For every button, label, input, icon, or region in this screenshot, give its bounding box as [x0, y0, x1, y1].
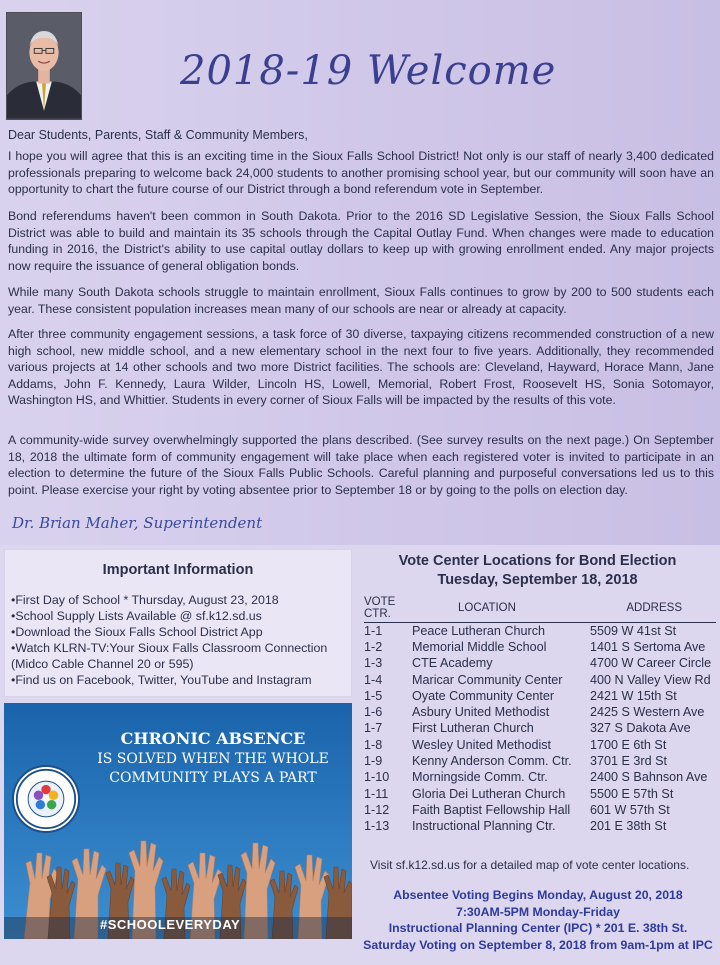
table-row: [364, 623, 716, 639]
table-row: [364, 720, 716, 736]
important-information-box: [4, 549, 352, 697]
salutation: Dear Students, Parents, Staff & Community Members,: [8, 128, 308, 142]
chronic-absence-poster: [4, 703, 352, 939]
vote-title-line-2: Tuesday, September 18, 2018: [437, 572, 638, 588]
poster-subtitle: IS SOLVED WHEN THE WHOLE COMMUNITY PLAYS A PART: [97, 751, 329, 786]
vote-ctr-address: 201 E 38th St: [590, 819, 667, 834]
vote-ctr-address: 601 W 57th St: [590, 802, 670, 817]
vote-ctr-location: Memorial Middle School: [412, 639, 547, 654]
letter-paragraph-3: While many South Dakota schools struggle to maintain enrollment, Sioux Falls continues to grow by 200 to 500 students each year. These consistent population increases mean many of our schools are near or already at capacity.: [8, 285, 714, 316]
info-item: •Download the Sioux Falls School District App: [11, 625, 263, 639]
vote-ctr-num: 1-5: [364, 688, 383, 703]
superintendent-photo: [6, 12, 82, 120]
vote-ctr-location: Asbury United Methodist: [412, 705, 550, 720]
info-list: [11, 592, 351, 688]
vote-ctr-num: 1-3: [364, 656, 383, 671]
vote-ctr-address: 5500 E 57th St: [590, 786, 674, 801]
absentee-line: 7:30AM-5PM Monday-Friday: [456, 904, 620, 919]
info-title: Important Information: [102, 562, 254, 578]
table-row: [364, 639, 716, 655]
vote-ctr-address: 2400 S Bahnson Ave: [590, 770, 708, 785]
table-row: [364, 785, 716, 801]
vote-ctr-num: 1-13: [364, 819, 390, 834]
vote-ctr-num: 1-6: [364, 705, 383, 720]
vote-ctr-num: 1-4: [364, 672, 383, 687]
vote-ctr-location: Wesley United Methodist: [412, 737, 552, 752]
letter-paragraph-1: I hope you will agree that this is an exciting time in the Sioux Falls School District! Not only is our staff of nearly 3,400 dedicated professionals preparing to welcome back 24,000 students to another promising school year, but our community will soon have an opportunity to chart the future course of our District through a bond referendum vote in September.: [8, 149, 714, 196]
vote-ctr-address: 4700 W Career Circle: [590, 656, 712, 671]
district-seal-logo: [12, 765, 80, 833]
vote-ctr-address: 400 N Valley View Rd: [590, 672, 711, 687]
letter-paragraph-5: A community-wide survey overwhelmingly supported the plans described. (See survey results on the next page.) On September 18, 2018 the ultimate form of community engagement will take place when each registered voter is invited to participate in an election to determine the future of the Sioux Falls Public Schools. Careful planning and purposeful conversations led us to this point. Please exercise your right by voting absentee prior to September 18 or by going to the polls on election day.: [8, 433, 714, 497]
poster-title: CHRONIC ABSENCE: [120, 729, 306, 748]
letter-paragraph-2: Bond referendums haven't been common in South Dakota. Prior to the 2016 SD Legislative Session, the Sioux Falls School District was able to build and maintain its 35 schools through the Capital Outlay Fund. When changes were made to education funding in 2016, the District's ability to use capital outlay dollars to keep up with growing enrollment ended. Any major projects now require the issuance of general obligation bonds.: [8, 209, 714, 273]
info-item: •Watch KLRN-TV:Your Sioux Falls Classroom Connection (Midco Cable Channel 20 or 595): [11, 641, 328, 671]
page-title: 2018-19 Welcome: [180, 48, 557, 94]
signature: Dr. Brian Maher, Superintendent: [12, 514, 263, 532]
table-header-row: [364, 596, 716, 623]
vote-ctr-num: 1-12: [364, 802, 390, 817]
vote-map-note: Visit sf.k12.sd.us for a detailed map of vote center locations.: [370, 858, 690, 872]
seal-emblem: [14, 767, 78, 831]
vote-ctr-location: Instructional Planning Ctr.: [412, 819, 556, 834]
vote-ctr-address: 5509 W 41st St: [590, 623, 677, 638]
vote-ctr-address: 2425 S Western Ave: [590, 705, 705, 720]
vote-ctr-address: 327 S Dakota Ave: [590, 721, 691, 736]
vote-ctr-address: 2421 W 15th St: [590, 688, 677, 703]
vote-ctr-num: 1-10: [364, 770, 390, 785]
info-item: •First Day of School * Thursday, August 23, 2018: [11, 593, 279, 607]
table-row: [364, 655, 716, 671]
table-row: [364, 688, 716, 704]
vote-title-line-1: Vote Center Locations for Bond Election: [398, 553, 677, 569]
table-row: [364, 818, 716, 834]
vote-ctr-num: 1-1: [364, 623, 383, 638]
table-row: [364, 753, 716, 769]
vote-ctr-location: CTE Academy: [412, 656, 493, 671]
table-row: [364, 769, 716, 785]
vote-ctr-num: 1-9: [364, 754, 383, 769]
table-row: [364, 737, 716, 753]
portrait-illustration: [7, 13, 81, 119]
absentee-line: Instructional Planning Center (IPC) * 201 E. 38th St.: [388, 921, 688, 935]
info-item: •Find us on Facebook, Twitter, YouTube and Instagram: [11, 673, 312, 687]
vote-ctr-location: Kenny Anderson Comm. Ctr.: [412, 754, 572, 769]
table-row: [364, 802, 716, 818]
header-address: ADDRESS: [590, 596, 716, 623]
letter-paragraph-4: After three community engagement sessions, a task force of 30 diverse, taxpaying citizens recommended construction of a new high school, new middle school, and a new elementary school in the next four to five years. Additionally, they recommended various projects at 14 other schools and two more District facilities. The schools are: Cleveland, Hayward, Horace Mann, Jane Addams, John F. Kennedy, Laura Wilder, Lincoln HS, Lowell, Memorial, Robert Frost, Roosevelt HS, Sonia Sotomayor, Washington HS, and Whittier. Students in every corner of Sioux Falls will be impacted by the results of this vote.: [8, 327, 714, 407]
absentee-line: Saturday Voting on September 8, 2018 from 9am-1pm at IPC: [363, 937, 713, 952]
vote-ctr-num: 1-8: [364, 737, 383, 752]
header-vote-ctr: VOTE CTR.: [364, 596, 412, 623]
absentee-line: Absentee Voting Begins Monday, August 20, 2018: [393, 888, 683, 902]
vote-ctr-location: First Lutheran Church: [412, 721, 534, 736]
vote-ctr-location: Oyate Community Center: [412, 688, 555, 703]
vote-centers-table: [364, 596, 716, 834]
absentee-voting-info: [356, 887, 720, 953]
vote-ctr-num: 1-2: [364, 639, 383, 654]
hashtag: #SCHOOLEVERYDAY: [100, 917, 241, 932]
vote-ctr-num: 1-7: [364, 721, 383, 736]
vote-centers-title: [360, 552, 715, 590]
vote-ctr-address: 1401 S Sertoma Ave: [590, 639, 706, 654]
header-location: LOCATION: [412, 596, 590, 623]
table-row: [364, 671, 716, 687]
vote-ctr-location: Morningside Comm. Ctr.: [412, 770, 548, 785]
vote-ctr-num: 1-11: [364, 786, 389, 801]
vote-ctr-location: Peace Lutheran Church: [412, 623, 546, 638]
table-row: [364, 704, 716, 720]
info-item: •School Supply Lists Available @ sf.k12.sd.us: [11, 609, 262, 623]
vote-ctr-address: 1700 E 6th St: [590, 737, 667, 752]
vote-ctr-location: Gloria Dei Lutheran Church: [412, 786, 566, 801]
vote-ctr-location: Maricar Community Center: [412, 672, 563, 687]
vote-ctr-location: Faith Baptist Fellowship Hall: [412, 802, 571, 817]
vote-ctr-address: 3701 E 3rd St: [590, 754, 668, 769]
